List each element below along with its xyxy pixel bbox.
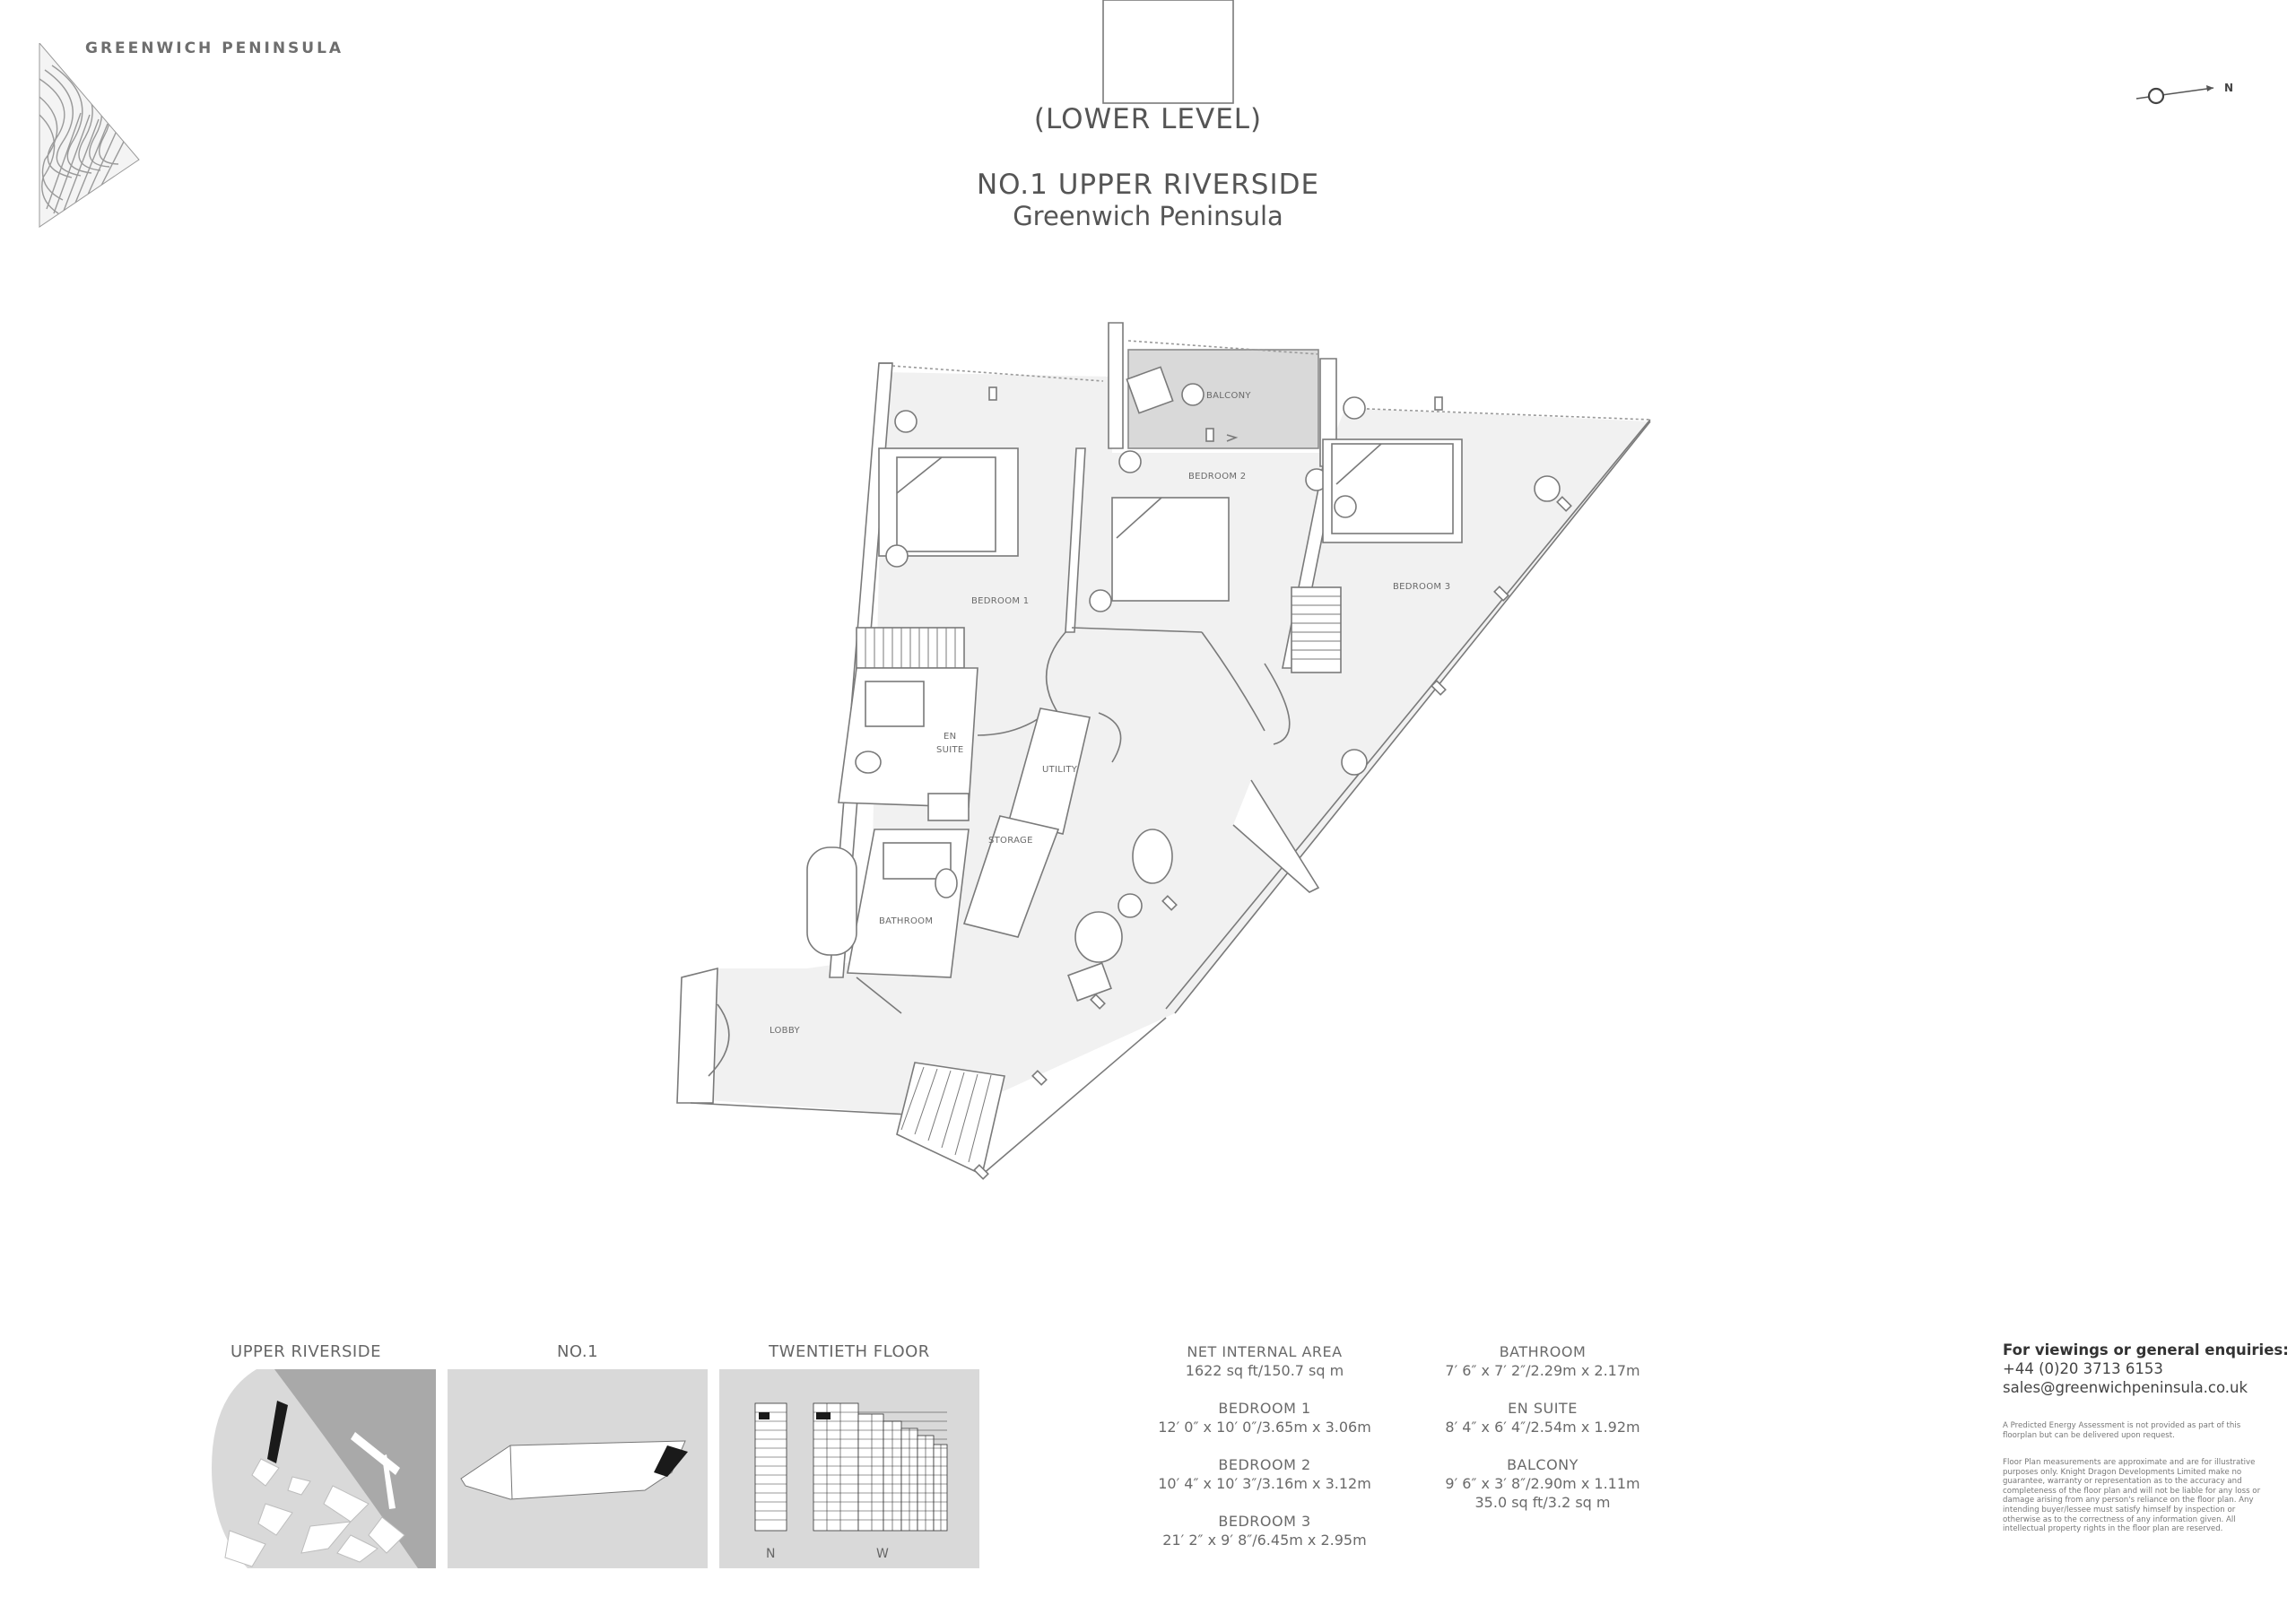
keyplan-site-caption: UPPER RIVERSIDE [230, 1342, 381, 1361]
room-label-bathroom: BATHROOM [879, 916, 934, 926]
keyplan-floor-caption: TWENTIETH FLOOR [769, 1342, 930, 1361]
enquiries-email[interactable]: sales@greenwichpeninsula.co.uk [2003, 1379, 2248, 1396]
room-label-utility: UTILITY [1042, 765, 1078, 775]
enquiries-phone[interactable]: +44 (0)20 3713 6153 [2003, 1360, 2163, 1377]
room-label-ensuite-line1: EN [944, 732, 957, 742]
spec-net-area: NET INTERNAL AREA 1622 sq ft/150.7 sq m [1185, 1343, 1344, 1379]
room-label-bedroom-2: BEDROOM 2 [1188, 472, 1247, 482]
spec-bedroom-2: BEDROOM 2 10′ 4″ x 10′ 3″/3.16m x 3.12m [1158, 1456, 1371, 1492]
room-label-bedroom-3: BEDROOM 3 [1393, 582, 1451, 592]
property-title: NO.1 UPPER RIVERSIDE [976, 169, 1320, 201]
spec-bedroom-3: BEDROOM 3 21′ 2″ x 9′ 8″/6.45m x 2.95m [1162, 1513, 1367, 1549]
disclaimer-measurements: Floor Plan measurements are approximate and are for illustrative purposes only. Knight Dragon Developments Limited make no guarantee, warranty or representation as to the accuracy and completeness of the floor plan and will not be liable for any loss or damage arising from any person's reliance on the floor plan. Any intending buyer/lessee must satisfy himself by inspection or otherwise as to the correctness of any information given. All intellectual property rights in the floor plan are reserved. [2003, 1458, 2261, 1534]
enquiries-block [2003, 1341, 2289, 1397]
elevation-label-n: N [766, 1547, 776, 1561]
property-subtitle: Greenwich Peninsula [1013, 201, 1283, 231]
keyplan-site-map [176, 1369, 436, 1568]
room-label-ensuite-line2: SUITE [936, 745, 964, 755]
spec-en-suite: EN SUITE 8′ 4″ x 6′ 4″/2.54m x 1.92m [1445, 1400, 1640, 1436]
spec-column-1 [1121, 1342, 1408, 1549]
brand-name: GREENWICH PENINSULA [85, 39, 344, 57]
room-label-balcony: BALCONY [1206, 391, 1251, 401]
spec-column-2 [1399, 1342, 1686, 1512]
room-label-lobby: LOBBY [770, 1026, 800, 1036]
elevation-label-w: W [876, 1547, 889, 1561]
room-label-bedroom-1: BEDROOM 1 [971, 596, 1030, 606]
level-title: (LOWER LEVEL) [1033, 103, 1263, 135]
room-label-storage: STORAGE [988, 836, 1033, 846]
keyplan-building-caption: NO.1 [556, 1342, 599, 1361]
compass-label: N [2224, 82, 2234, 94]
enquiries-heading: For viewings or general enquiries: [2003, 1341, 2289, 1358]
spec-bedroom-1: BEDROOM 1 12′ 0″ x 10′ 0″/3.65m x 3.06m [1158, 1400, 1371, 1436]
disclaimer-energy: A Predicted Energy Assessment is not provided as part of this floorplan but can be delivered upon request. [2003, 1421, 2241, 1440]
spec-balcony: BALCONY 9′ 6″ x 3′ 8″/2.90m x 1.11m 35.0 sq ft/3.2 sq m [1445, 1456, 1640, 1511]
spec-bathroom: BATHROOM 7′ 6″ x 7′ 2″/2.29m x 2.17m [1445, 1343, 1640, 1379]
floor-area [682, 372, 1650, 1116]
keyplan-floor-elevation [719, 1369, 979, 1568]
keyplan-building-map [448, 1369, 708, 1568]
